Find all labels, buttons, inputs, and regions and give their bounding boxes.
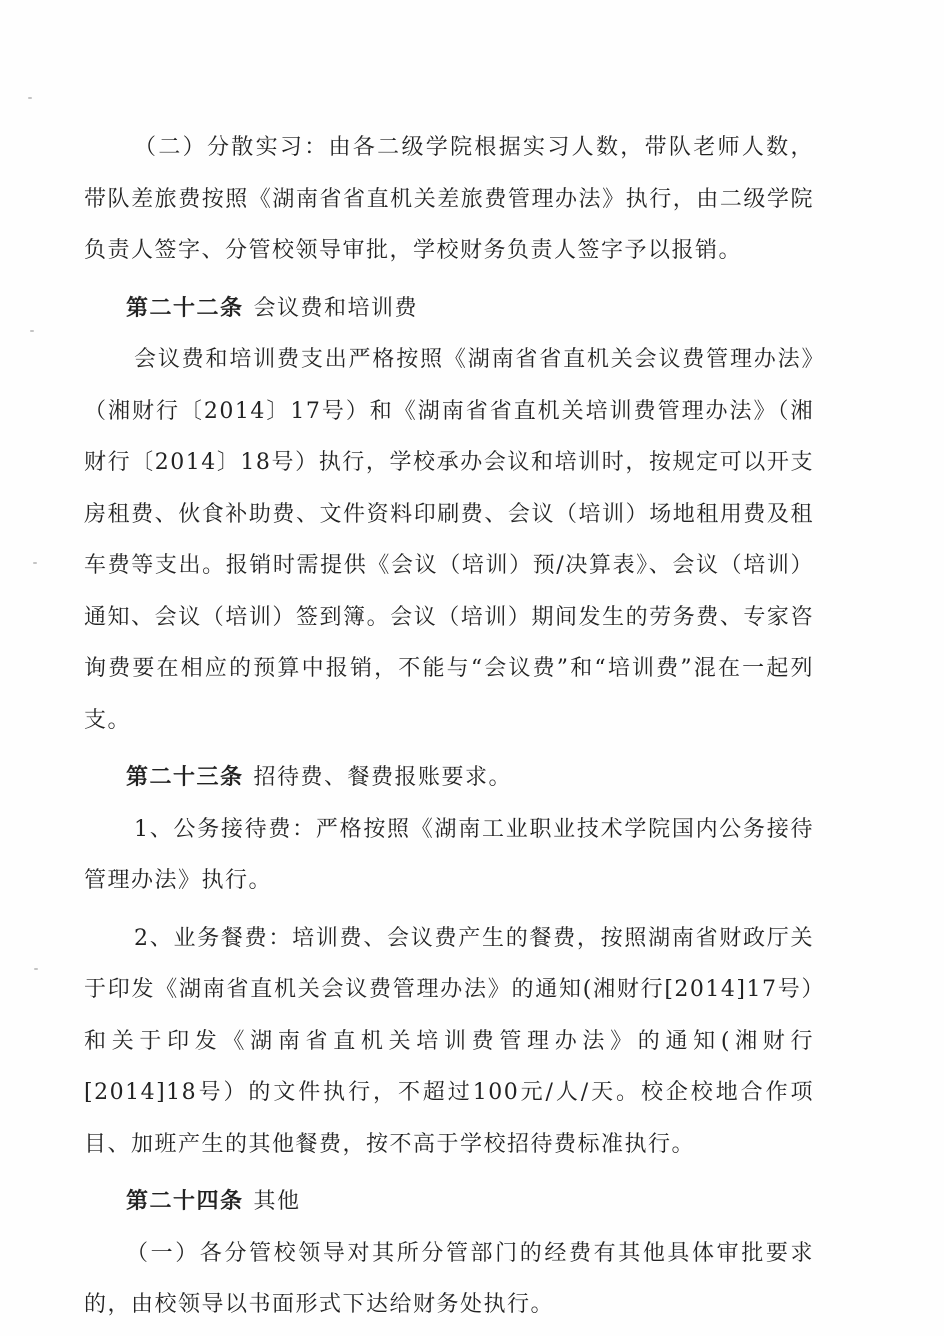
paragraph-dispersed-internship: （二）分散实习：由各二级学院根据实习人数，带队老师人数，带队差旅费按照《湖南省省直机关差旅费管理办法》执行，由二级学院负责人签字、分管校领导审批，学校财务负责人签字予以报销。 xyxy=(84,135,814,263)
article-23-title: 招待费、餐费报账要求。 xyxy=(253,765,513,790)
article-24-label: 第二十四条 xyxy=(126,1188,244,1214)
scan-speck xyxy=(33,562,37,564)
article-22-title: 会议费和培训费 xyxy=(253,295,419,321)
paragraph-business-meals: 2、业务餐费：培训费、会议费产生的餐费，按照湖南省财政厅关于印发《湖南省直机关会议费管理办法》的通知(湘财行[2014]17号）和关于印发《湖南省直机关培训费管理办法》的通知(湘财行[2014]18号）的文件执行，不超过100元/人/天。校企校地合作项目、加班产生的其他餐费，按不高于学校招待费标准执行。 xyxy=(84,925,814,1157)
article-23-label: 第二十三条 xyxy=(126,764,244,790)
paragraph-official-reception: 1、公务接待费：严格按照《湖南工业职业技术学院国内公务接待管理办法》执行。 xyxy=(84,816,814,893)
article-24-heading xyxy=(84,1176,814,1228)
paragraph-meeting-training-fees: 会议费和培训费支出严格按照《湖南省省直机关会议费管理办法》（湘财行〔2014〕17号）和《湖南省省直机关培训费管理办法》（湘财行〔2014〕18号）执行，学校承办会议和培训时，按规定可以开支房租费、伙食补助费、文件资料印刷费、会议（培训）场地租用费及租车费等支出。报销时需提供《会议（培训）预/决算表》、会议（培训）通知、会议（培训）签到簿。会议（培训）期间发生的劳务费、专家咨询费要在相应的预算中报销，不能与“会议费”和“培训费”混在一起列支。 xyxy=(84,347,814,733)
paragraph-other-approvals: （一）各分管校领导对其所分管部门的经费有其他具体审批要求的，由校领导以书面形式下达给财务处执行。 xyxy=(84,1240,814,1317)
article-22-label: 第二十二条 xyxy=(126,294,244,321)
article-24-title: 其他 xyxy=(253,1189,301,1214)
article-23-heading xyxy=(84,752,814,804)
scan-speck xyxy=(28,97,32,99)
scan-speck xyxy=(30,330,34,332)
document-body xyxy=(84,122,814,1331)
article-22-heading xyxy=(84,283,814,335)
scan-speck xyxy=(34,968,38,970)
